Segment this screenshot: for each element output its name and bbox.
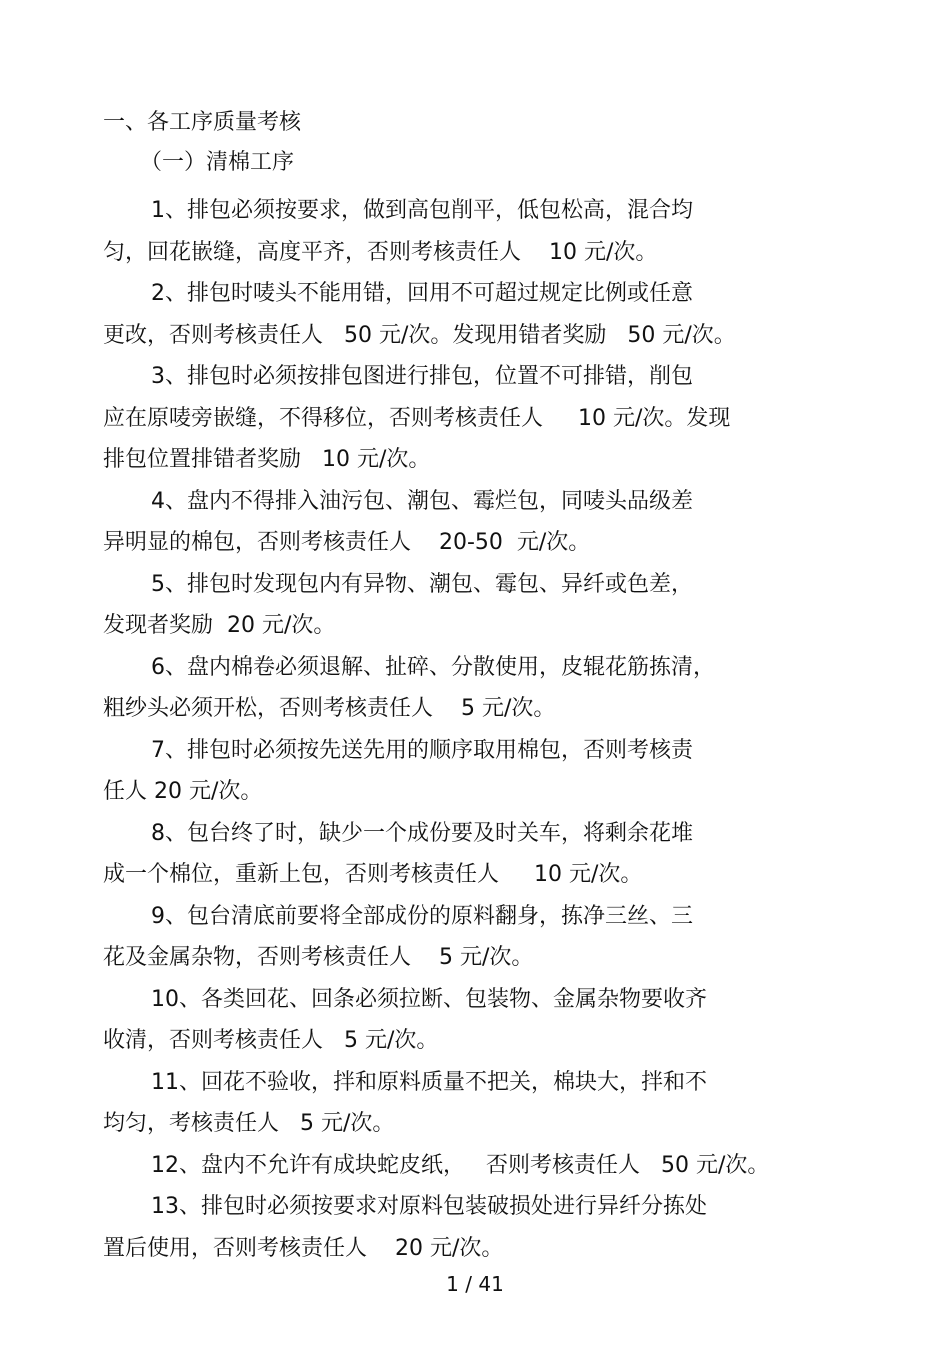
clause-line: 发现者奖励 20 元/次。 bbox=[103, 613, 336, 638]
clause-item bbox=[103, 979, 843, 1062]
clause-item bbox=[103, 564, 843, 647]
clause-line: 粗纱头必须开松，否则考核责任人 5 元/次。 bbox=[103, 696, 556, 721]
clause-line: 1、排包必须按要求，做到高包削平，低包松高，混合均 bbox=[151, 198, 693, 223]
section-heading: 一、各工序质量考核 bbox=[103, 110, 302, 135]
clause-line: 4、盘内不得排入油污包、潮包、霉烂包，同唛头品级差 bbox=[151, 488, 693, 514]
clause-line: 成一个棉位，重新上包，否则考核责任人 10 元/次。 bbox=[103, 862, 643, 887]
clause-item bbox=[103, 647, 843, 730]
subsection-heading: （一）清棉工序 bbox=[140, 150, 295, 175]
clause-line: 异明显的棉包，否则考核责任人 20-50 元/次。 bbox=[103, 530, 591, 555]
clause-line: 8、包台终了时，缺少一个成份要及时关车，将剩余花堆 bbox=[151, 820, 693, 846]
clause-line: 收清，否则考核责任人 5 元/次。 bbox=[103, 1028, 439, 1053]
clause-line: 3、排包时必须按排包图进行排包，位置不可排错，削包 bbox=[151, 364, 693, 389]
clause-line: 11、回花不验收，拌和原料质量不把关，棉块大，拌和不 bbox=[151, 1069, 707, 1095]
clause-line: 9、包台清底前要将全部成份的原料翻身，拣净三丝、三 bbox=[151, 903, 693, 929]
clause-item bbox=[103, 896, 843, 979]
clause-line: 13、排包时必须按要求对原料包装破损处进行异纤分拣处 bbox=[151, 1194, 707, 1219]
page-number: 1 / 41 bbox=[446, 1272, 504, 1296]
clause-item bbox=[103, 356, 843, 481]
clause-item bbox=[103, 1186, 843, 1269]
clause-item bbox=[103, 481, 843, 564]
clause-line: 12、盘内不允许有成块蛇皮纸， 否则考核责任人 50 元/次。 bbox=[151, 1152, 770, 1178]
clause-line: 更改，否则考核责任人 50 元/次。发现用错者奖励 50 元/次。 bbox=[103, 322, 736, 348]
clause-item bbox=[103, 730, 843, 813]
clause-line: 7、排包时必须按先送先用的顺序取用棉包，否则考核责 bbox=[151, 737, 693, 763]
clause-line: 应在原唛旁嵌缝，不得移位，否则考核责任人 10 元/次。发现 bbox=[103, 405, 731, 431]
clause-line: 10、各类回花、回条必须拉断、包装物、金属杂物要收齐 bbox=[151, 986, 707, 1012]
clause-line: 均匀，考核责任人 5 元/次。 bbox=[103, 1111, 395, 1136]
clause-line: 花及金属杂物，否则考核责任人 5 元/次。 bbox=[103, 945, 534, 970]
clause-item bbox=[103, 1145, 843, 1187]
clause-item bbox=[103, 1062, 843, 1145]
clause-line: 2、排包时唛头不能用错，回用不可超过规定比例或任意 bbox=[151, 281, 693, 306]
clause-item bbox=[103, 273, 843, 356]
clause-line: 排包位置排错者奖励 10 元/次。 bbox=[103, 447, 431, 472]
clause-line: 任人 20 元/次。 bbox=[103, 779, 263, 804]
clause-line: 匀，回花嵌缝，高度平齐，否则考核责任人 10 元/次。 bbox=[103, 239, 658, 265]
clause-item bbox=[103, 813, 843, 896]
clause-list bbox=[103, 190, 843, 1269]
clause-line: 置后使用，否则考核责任人 20 元/次。 bbox=[103, 1235, 504, 1261]
clause-line: 5、排包时发现包内有异物、潮包、霉包、异纤或色差， bbox=[151, 571, 693, 597]
clause-item bbox=[103, 190, 843, 273]
clause-line: 6、盘内棉卷必须退解、扯碎、分散使用，皮辊花筋拣清， bbox=[151, 654, 715, 680]
